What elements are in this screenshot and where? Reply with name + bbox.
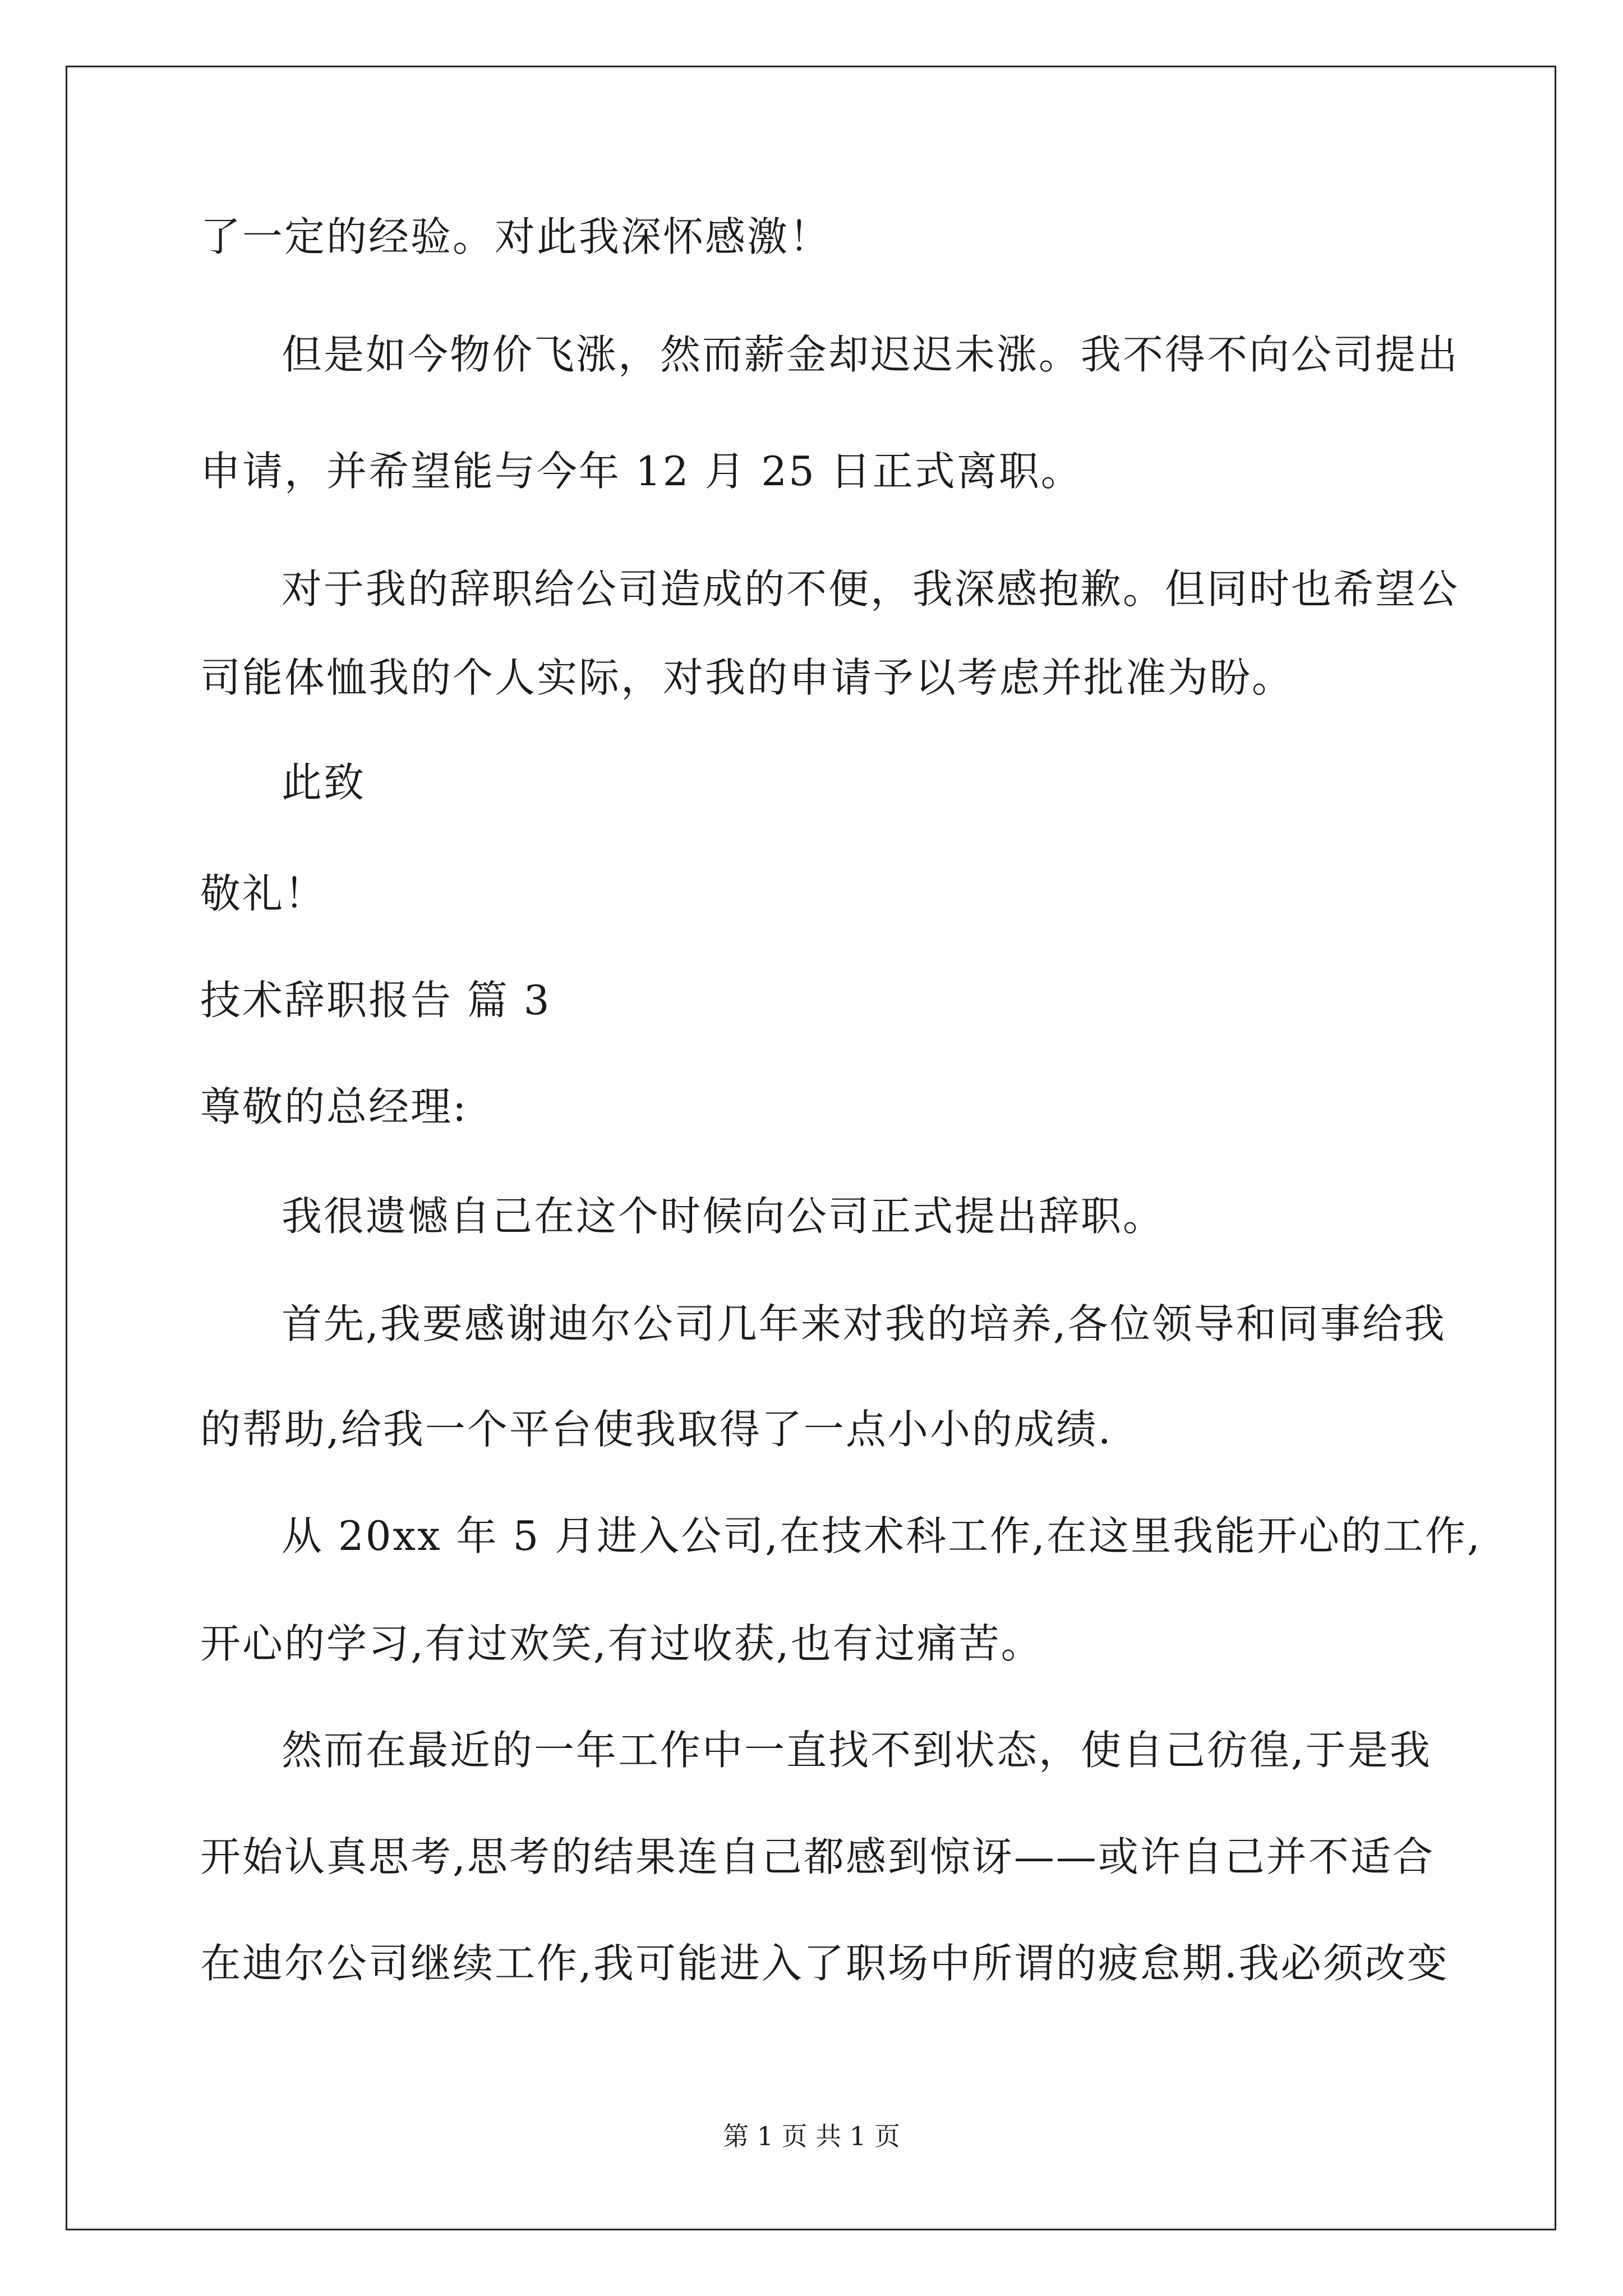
text-line-10: 我很遗憾自己在这个时候向公司正式提出辞职。	[282, 1193, 1165, 1240]
page-border	[66, 66, 1556, 2230]
text-line-17: 在迪尔公司继续工作,我可能进入了职场中所谓的疲怠期.我必须改变	[200, 1940, 1449, 1987]
text-line-11: 首先,我要感谢迪尔公司几年来对我的培养,各位领导和同事给我	[282, 1300, 1446, 1347]
text-line-2: 但是如今物价飞涨，然而薪金却迟迟未涨。我不得不向公司提出	[282, 331, 1460, 378]
text-line-13: 从 20xx 年 5 月进入公司,在技术科工作,在这里我能开心的工作,	[282, 1512, 1482, 1559]
text-line-12: 的帮助,给我一个平台使我取得了一点小小的成绩.	[200, 1406, 1113, 1453]
text-line-6: 此致	[282, 759, 366, 806]
text-line-15: 然而在最近的一年工作中一直找不到状态，使自己彷徨,于是我	[282, 1727, 1432, 1774]
text-line-3: 申请，并希望能与今年 12 月 25 日正式离职。	[200, 448, 1083, 495]
text-line-1: 了一定的经验。对此我深怀感激！	[200, 213, 832, 260]
text-line-4: 对于我的辞职给公司造成的不便，我深感抱歉。但同时也希望公	[282, 565, 1460, 613]
page-footer: 第 1 页 共 1 页	[723, 2121, 900, 2151]
text-line-7: 敬礼！	[200, 870, 327, 917]
salutation: 尊敬的总经理:	[200, 1083, 468, 1130]
text-line-16: 开始认真思考,思考的结果连自己都感到惊讶——或许自己并不适合	[200, 1833, 1435, 1880]
text-line-14: 开心的学习,有过欢笑,有过收获,也有过痛苦。	[200, 1620, 1043, 1667]
text-line-5: 司能体恤我的个人实际，对我的申请予以考虑并批准为盼。	[200, 654, 1294, 701]
section-heading: 技术辞职报告 篇 3	[200, 977, 551, 1024]
